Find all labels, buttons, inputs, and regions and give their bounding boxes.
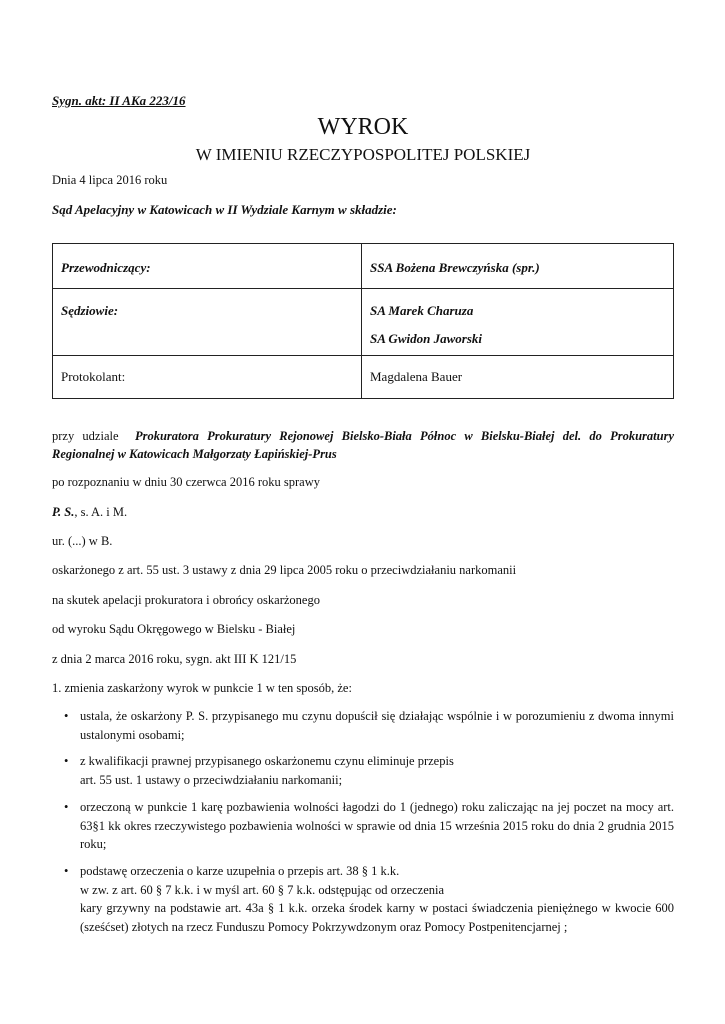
- table-row: [53, 289, 674, 356]
- list-item: [80, 862, 674, 936]
- list-item: • ustala, że oskarżony P. S. przypisanego mu czynu dopuścił się działając wspólnie i w porozumieniu z dwoma innymi ustalonymi osobami;: [80, 707, 674, 744]
- list-item: • orzeczoną w punkcie 1 karę pozbawienia wolności łagodzi do 1 (jednego) roku zaliczając na jej poczet na mocy art. 63§1 kk okres rzeczywistego pozbawienia wolności w sprawie od dnia 15 września 2015 roku do dnia 2 grudnia 2015 roku;: [80, 798, 674, 854]
- hearing-line: po rozpoznaniu w dniu 30 czerwca 2016 roku sprawy: [52, 475, 320, 489]
- judge-name: SA Gwidon Jaworski: [370, 331, 482, 346]
- prosecutor-name: Prokuratora Prokuratury Rejonowej Bielsko-Biała Północ w Bielsku-Białej del. do Prokuratury Regionalnej w Katowicach Małgorzaty Łapińskiej-Prus: [52, 429, 674, 461]
- participation-paragraph: [52, 427, 674, 463]
- table-row: [53, 356, 674, 399]
- judgment-from-line: od wyroku Sądu Okręgowego w Bielsku - Białej: [52, 622, 296, 636]
- judge-name: SA Marek Charuza: [370, 303, 474, 318]
- participation-prefix: przy udziale: [52, 429, 119, 443]
- chair-label: Przewodniczący:: [61, 260, 151, 275]
- birth-line: ur. (...) w B.: [52, 534, 113, 548]
- list-item-line: • podstawę orzeczenia o karze uzupełnia o przepis art. 38 § 1 k.k.: [80, 864, 400, 878]
- list-item: [80, 752, 674, 789]
- case-signature: Sygn. akt: II AKa 223/16: [52, 93, 186, 108]
- point-1: 1. zmienia zaskarżony wyrok w punkcie 1 w ten sposób, że:: [52, 681, 352, 695]
- list-item-line: kary grzywny na podstawie art. 43a § 1 k.k. orzeka środek karny w postaci świadczenia pieniężnego w kwocie 600 (sześćset) złotych na rzecz Funduszu Pomocy Pokrzywdzonym oraz Pomocy Postpenitencjarnej ;: [80, 901, 674, 934]
- table-row: [53, 244, 674, 289]
- defendant-line: [52, 503, 674, 521]
- list-item-line: • z kwalifikacji prawnej przypisanego oskarżonemu czynu eliminuje przepis: [80, 754, 454, 768]
- list-item-line: w zw. z art. 60 § 7 k.k. i w myśl art. 60 § 7 k.k. odstępując od orzeczenia: [80, 882, 445, 897]
- chair-value: SSA Bożena Brewczyńska (spr.): [370, 260, 540, 275]
- list-item-line: art. 55 ust. 1 ustawy o przeciwdziałaniu narkomanii;: [80, 772, 343, 787]
- document-subtitle: W IMIENIU RZECZYPOSPOLITEJ POLSKIEJ: [195, 145, 531, 164]
- court-composition-heading: Sąd Apelacyjny w Katowicach w II Wydziale Karnym w składzie:: [52, 202, 397, 217]
- charge-line: oskarżonego z art. 55 ust. 3 ustawy z dnia 29 lipca 2005 roku o przeciwdziałaniu narkomanii: [52, 563, 517, 577]
- clerk-label: Protokolant:: [61, 369, 126, 384]
- judges-label: Sędziowie:: [61, 303, 119, 318]
- clerk-value: Magdalena Bauer: [370, 369, 463, 384]
- defendant-parents: , s. A. i M.: [74, 505, 128, 519]
- court-panel-table: [52, 243, 674, 399]
- defendant-initials: P. S.: [52, 505, 75, 519]
- judgment-date: Dnia 4 lipca 2016 roku: [52, 173, 168, 187]
- appeal-line: na skutek apelacji prokuratora i obrońcy oskarżonego: [52, 593, 320, 607]
- judgment-date-line: z dnia 2 marca 2016 roku, sygn. akt III K 121/15: [52, 652, 297, 666]
- document-title: WYROK: [317, 114, 409, 140]
